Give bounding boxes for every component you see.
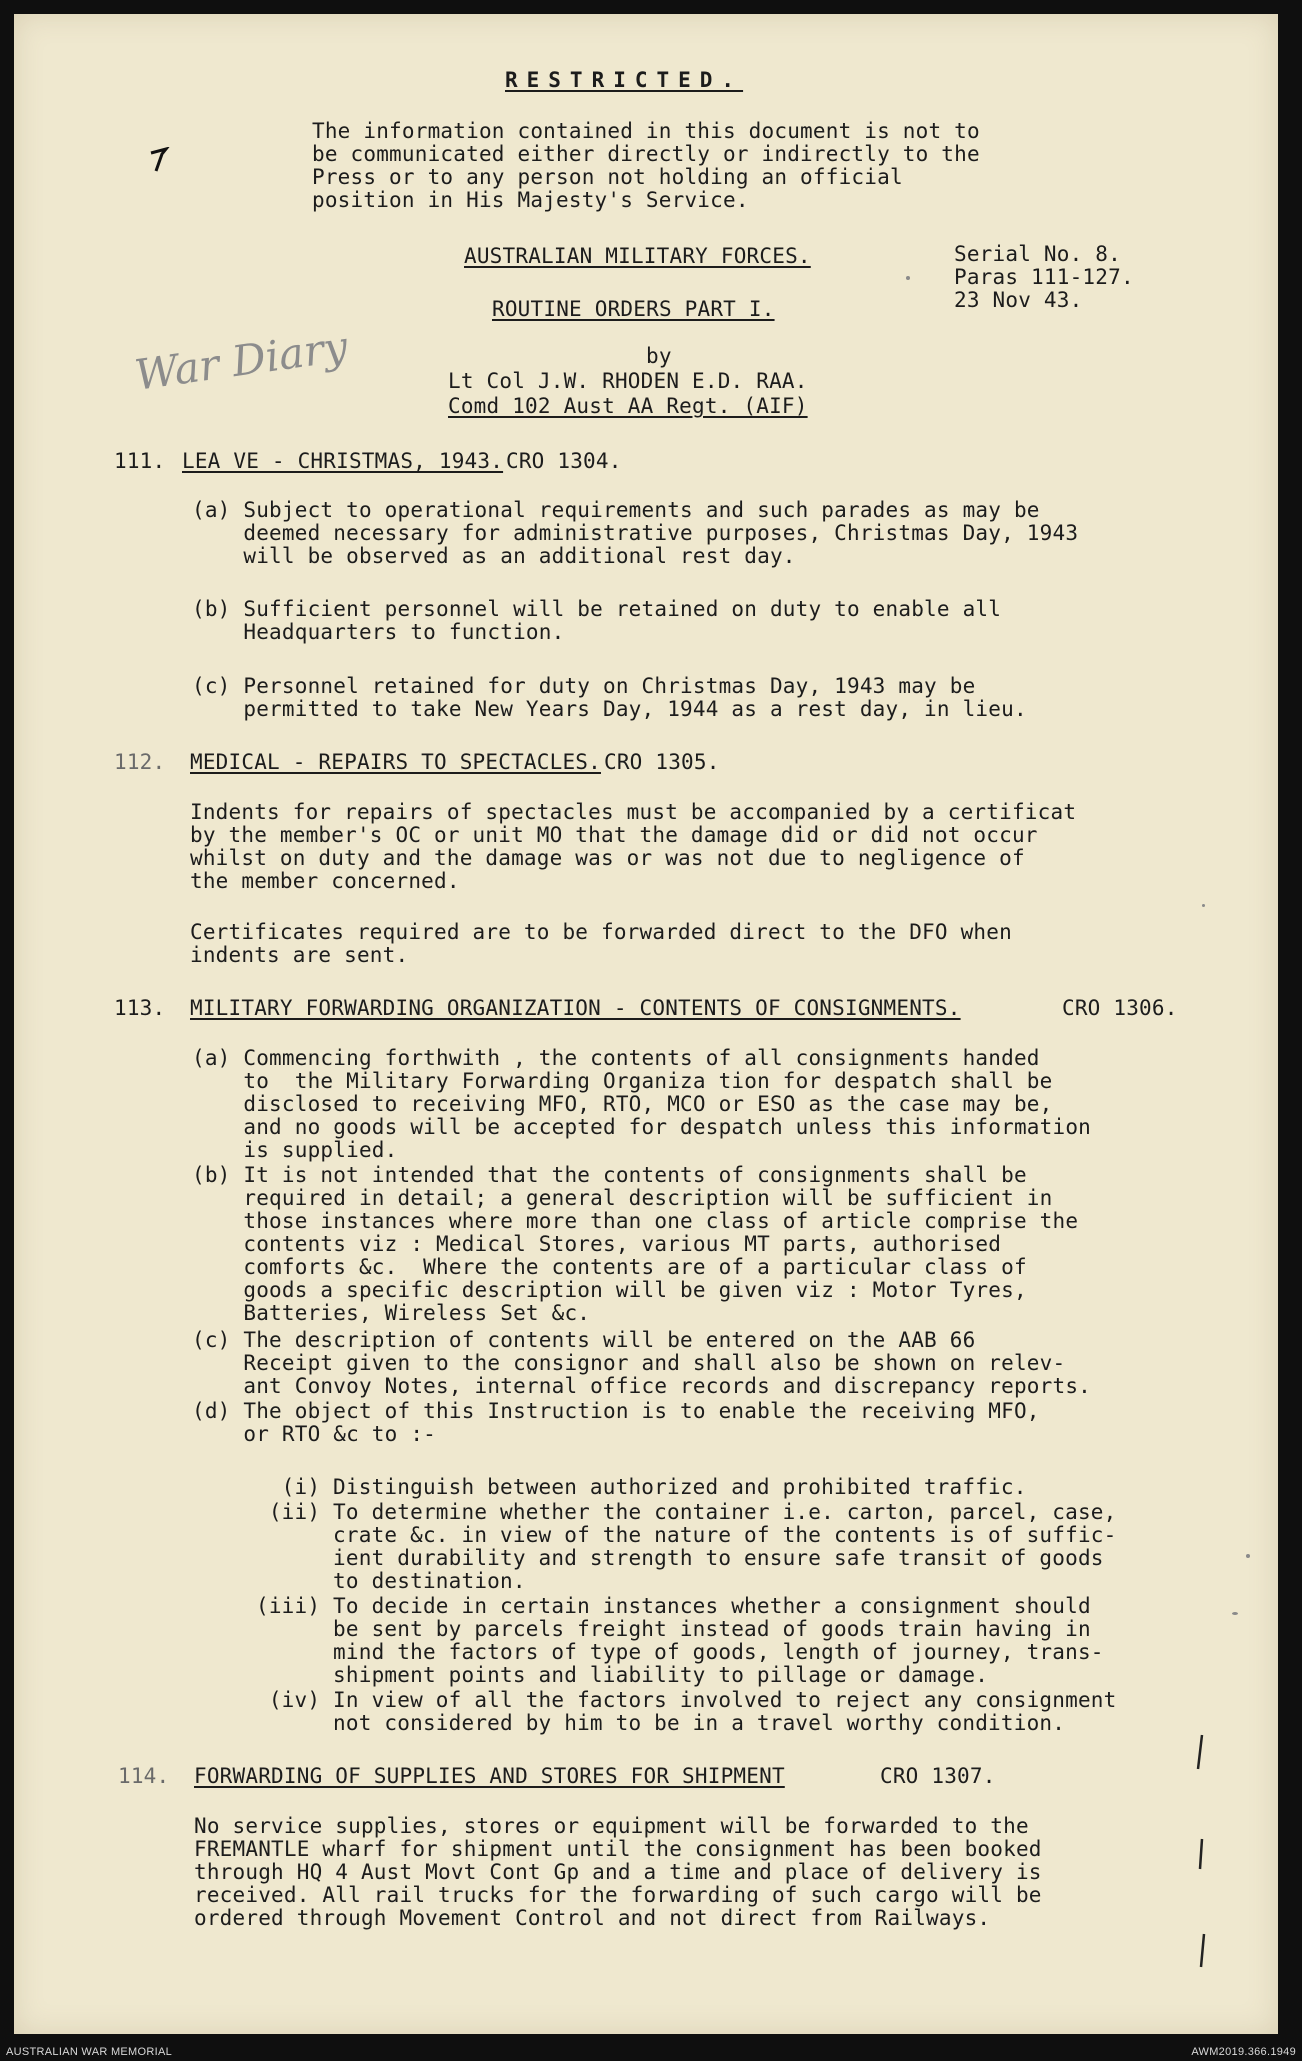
paragraph-line: by the member's OC or unit MO that the damage did or did not occur (190, 823, 1038, 847)
war-diary-annotation (128, 312, 428, 402)
paragraph-line: will be observed as an additional rest day. (192, 544, 796, 568)
subparagraph-line: (iii) To decide in certain instances whether a consignment should (256, 1594, 1091, 1618)
serial-number: Serial No. 8. (954, 242, 1121, 266)
paragraph-line: and no goods will be accepted for despatch unless this information (192, 1115, 1092, 1139)
paragraph-line: Indents for repairs of spectacles must be accompanied by a certificat (190, 800, 1077, 824)
paragraph-line: through HQ 4 Aust Movt Cont Gp and a time and place of delivery is (194, 1860, 1042, 1884)
paragraph-line: (d) The object of this Instruction is to enable the receiving MFO, (192, 1399, 1040, 1423)
subparagraph-line: crate &c. in view of the nature of the contents is of suffic- (256, 1523, 1117, 1547)
paragraph-line: received. All rail trucks for the forwarding of such cargo will be (194, 1883, 1042, 1907)
paragraph-line: (c) Personnel retained for duty on Christmas Day, 1943 may be (192, 674, 976, 698)
paragraph-line: goods a specific description will be given viz : Motor Tyres, (192, 1278, 1027, 1302)
classification-heading: RESTRICTED. (505, 68, 744, 92)
subparagraph-line: mind the factors of type of goods, length of journey, trans- (256, 1640, 1104, 1664)
subparagraph-line: not considered by him to be in a travel worthy condition. (256, 1711, 1066, 1735)
serial-date: 23 Nov 43. (954, 288, 1083, 312)
speck (906, 276, 910, 280)
subparagraph-line: ient durability and strength to ensure safe transit of goods (256, 1546, 1104, 1570)
notice-line: position in His Majesty's Service. (312, 188, 749, 212)
paragraph-line: disclosed to receiving MFO, RTO, MCO or ESO as the case may be, (192, 1092, 1053, 1116)
paragraph-line: Receipt given to the consignor and shall also be shown on relev- (192, 1351, 1066, 1375)
paragraph-line: indents are sent. (190, 943, 409, 967)
paragraph-line: or RTO &c to :- (192, 1422, 437, 1446)
subparagraph-line: (iv) In view of all the factors involved to reject any consignment (256, 1688, 1117, 1712)
ink-mark-icon (148, 147, 170, 175)
paragraph-line: Batteries, Wireless Set &c. (192, 1301, 591, 1325)
paragraph-line: the member concerned. (190, 869, 460, 893)
paragraph-line: (a) Subject to operational requirements and such parades as may be (192, 498, 1040, 522)
serial-paras: Paras 111-127. (954, 265, 1134, 289)
section-title: MILITARY FORWARDING ORGANIZATION - CONTENTS OF CONSIGNMENTS. (190, 996, 961, 1020)
section-ref: CRO 1304. (506, 449, 622, 473)
command-line: Comd 102 Aust AA Regt. (AIF) (448, 394, 808, 418)
section-ref: CRO 1305. (604, 750, 720, 774)
section-number: 114. (118, 1764, 170, 1788)
notice-line: be communicated either directly or indirectly to the (312, 142, 980, 166)
orders-heading: ROUTINE ORDERS PART I. (492, 297, 775, 321)
paragraph-line: ant Convoy Notes, internal office records and discrepancy reports. (192, 1374, 1092, 1398)
paragraph-line: required in detail; a general description will be sufficient in (192, 1186, 1053, 1210)
footer-source: AUSTRALIAN WAR MEMORIAL (6, 2046, 173, 2058)
section-number: 111. (114, 449, 166, 473)
section-ref: CRO 1307. (880, 1764, 996, 1788)
paragraph-line: ordered through Movement Control and not direct from Railways. (194, 1906, 991, 1930)
section-number: 113. (114, 996, 166, 1020)
subparagraph-line: be sent by parcels freight instead of goods train having in (256, 1617, 1091, 1641)
paragraph-line: those instances where more than one class of article comprise the (192, 1209, 1079, 1233)
subparagraph-line: shipment points and liability to pillage or damage. (256, 1663, 989, 1687)
notice-line: The information contained in this document is not to (312, 119, 980, 143)
section-title: MEDICAL - REPAIRS TO SPECTACLES. (190, 750, 601, 774)
org-heading: AUSTRALIAN MILITARY FORCES. (464, 244, 811, 268)
speck (1202, 904, 1205, 907)
section-title: FORWARDING OF SUPPLIES AND STORES FOR SHIPMENT (194, 1764, 785, 1788)
by-line: by (646, 344, 672, 368)
paragraph-line: contents viz : Medical Stores, various MT parts, authorised (192, 1232, 1002, 1256)
paragraph-line: Headquarters to function. (192, 620, 565, 644)
paragraph-line: (c) The description of contents will be entered on the AAB 66 (192, 1328, 976, 1352)
subparagraph-line: (ii) To determine whether the container i.e. carton, parcel, case, (256, 1500, 1117, 1524)
paragraph-line: No service supplies, stores or equipment will be forwarded to the (194, 1814, 1029, 1838)
paragraph-line: deemed necessary for administrative purposes, Christmas Day, 1943 (192, 521, 1079, 545)
subparagraph-line: (i) Distinguish between authorized and prohibited traffic. (256, 1475, 1027, 1499)
section-number: 112. (114, 750, 166, 774)
paragraph-line: (b) It is not intended that the contents of consignments shall be (192, 1163, 1027, 1187)
war-diary-handwriting: War Diary (131, 321, 351, 400)
subparagraph-line: to destination. (256, 1569, 526, 1593)
section-ref: CRO 1306. (1062, 996, 1178, 1020)
notice-line: Press or to any person not holding an official (312, 165, 903, 189)
paragraph-line: (b) Sufficient personnel will be retained on duty to enable all (192, 597, 1002, 621)
paragraph-line: Certificates required are to be forwarded direct to the DFO when (190, 920, 1012, 944)
paragraph-line: to the Military Forwarding Organiza tion for despatch shall be (192, 1069, 1053, 1093)
paragraph-line: is supplied. (192, 1138, 398, 1162)
speck (1232, 1612, 1238, 1615)
paragraph-line: (a) Commencing forthwith , the contents of all consignments handed (192, 1046, 1040, 1070)
document-page (14, 14, 1278, 2034)
paragraph-line: whilst on duty and the damage was or was not due to negligence of (190, 846, 1025, 870)
officer-name: Lt Col J.W. RHODEN E.D. RAA. (448, 369, 808, 393)
section-title: LEA VE - CHRISTMAS, 1943. (182, 449, 504, 473)
paragraph-line: permitted to take New Years Day, 1944 as a rest day, in lieu. (192, 697, 1027, 721)
margin-mark-icon (1190, 1729, 1210, 1969)
paragraph-line: comforts &c. Where the contents are of a particular class of (192, 1255, 1027, 1279)
speck (1246, 1554, 1250, 1558)
footer-accession: AWM2019.366.1949 (1191, 2046, 1296, 2058)
paragraph-line: FREMANTLE wharf for shipment until the consignment has been booked (194, 1837, 1042, 1861)
